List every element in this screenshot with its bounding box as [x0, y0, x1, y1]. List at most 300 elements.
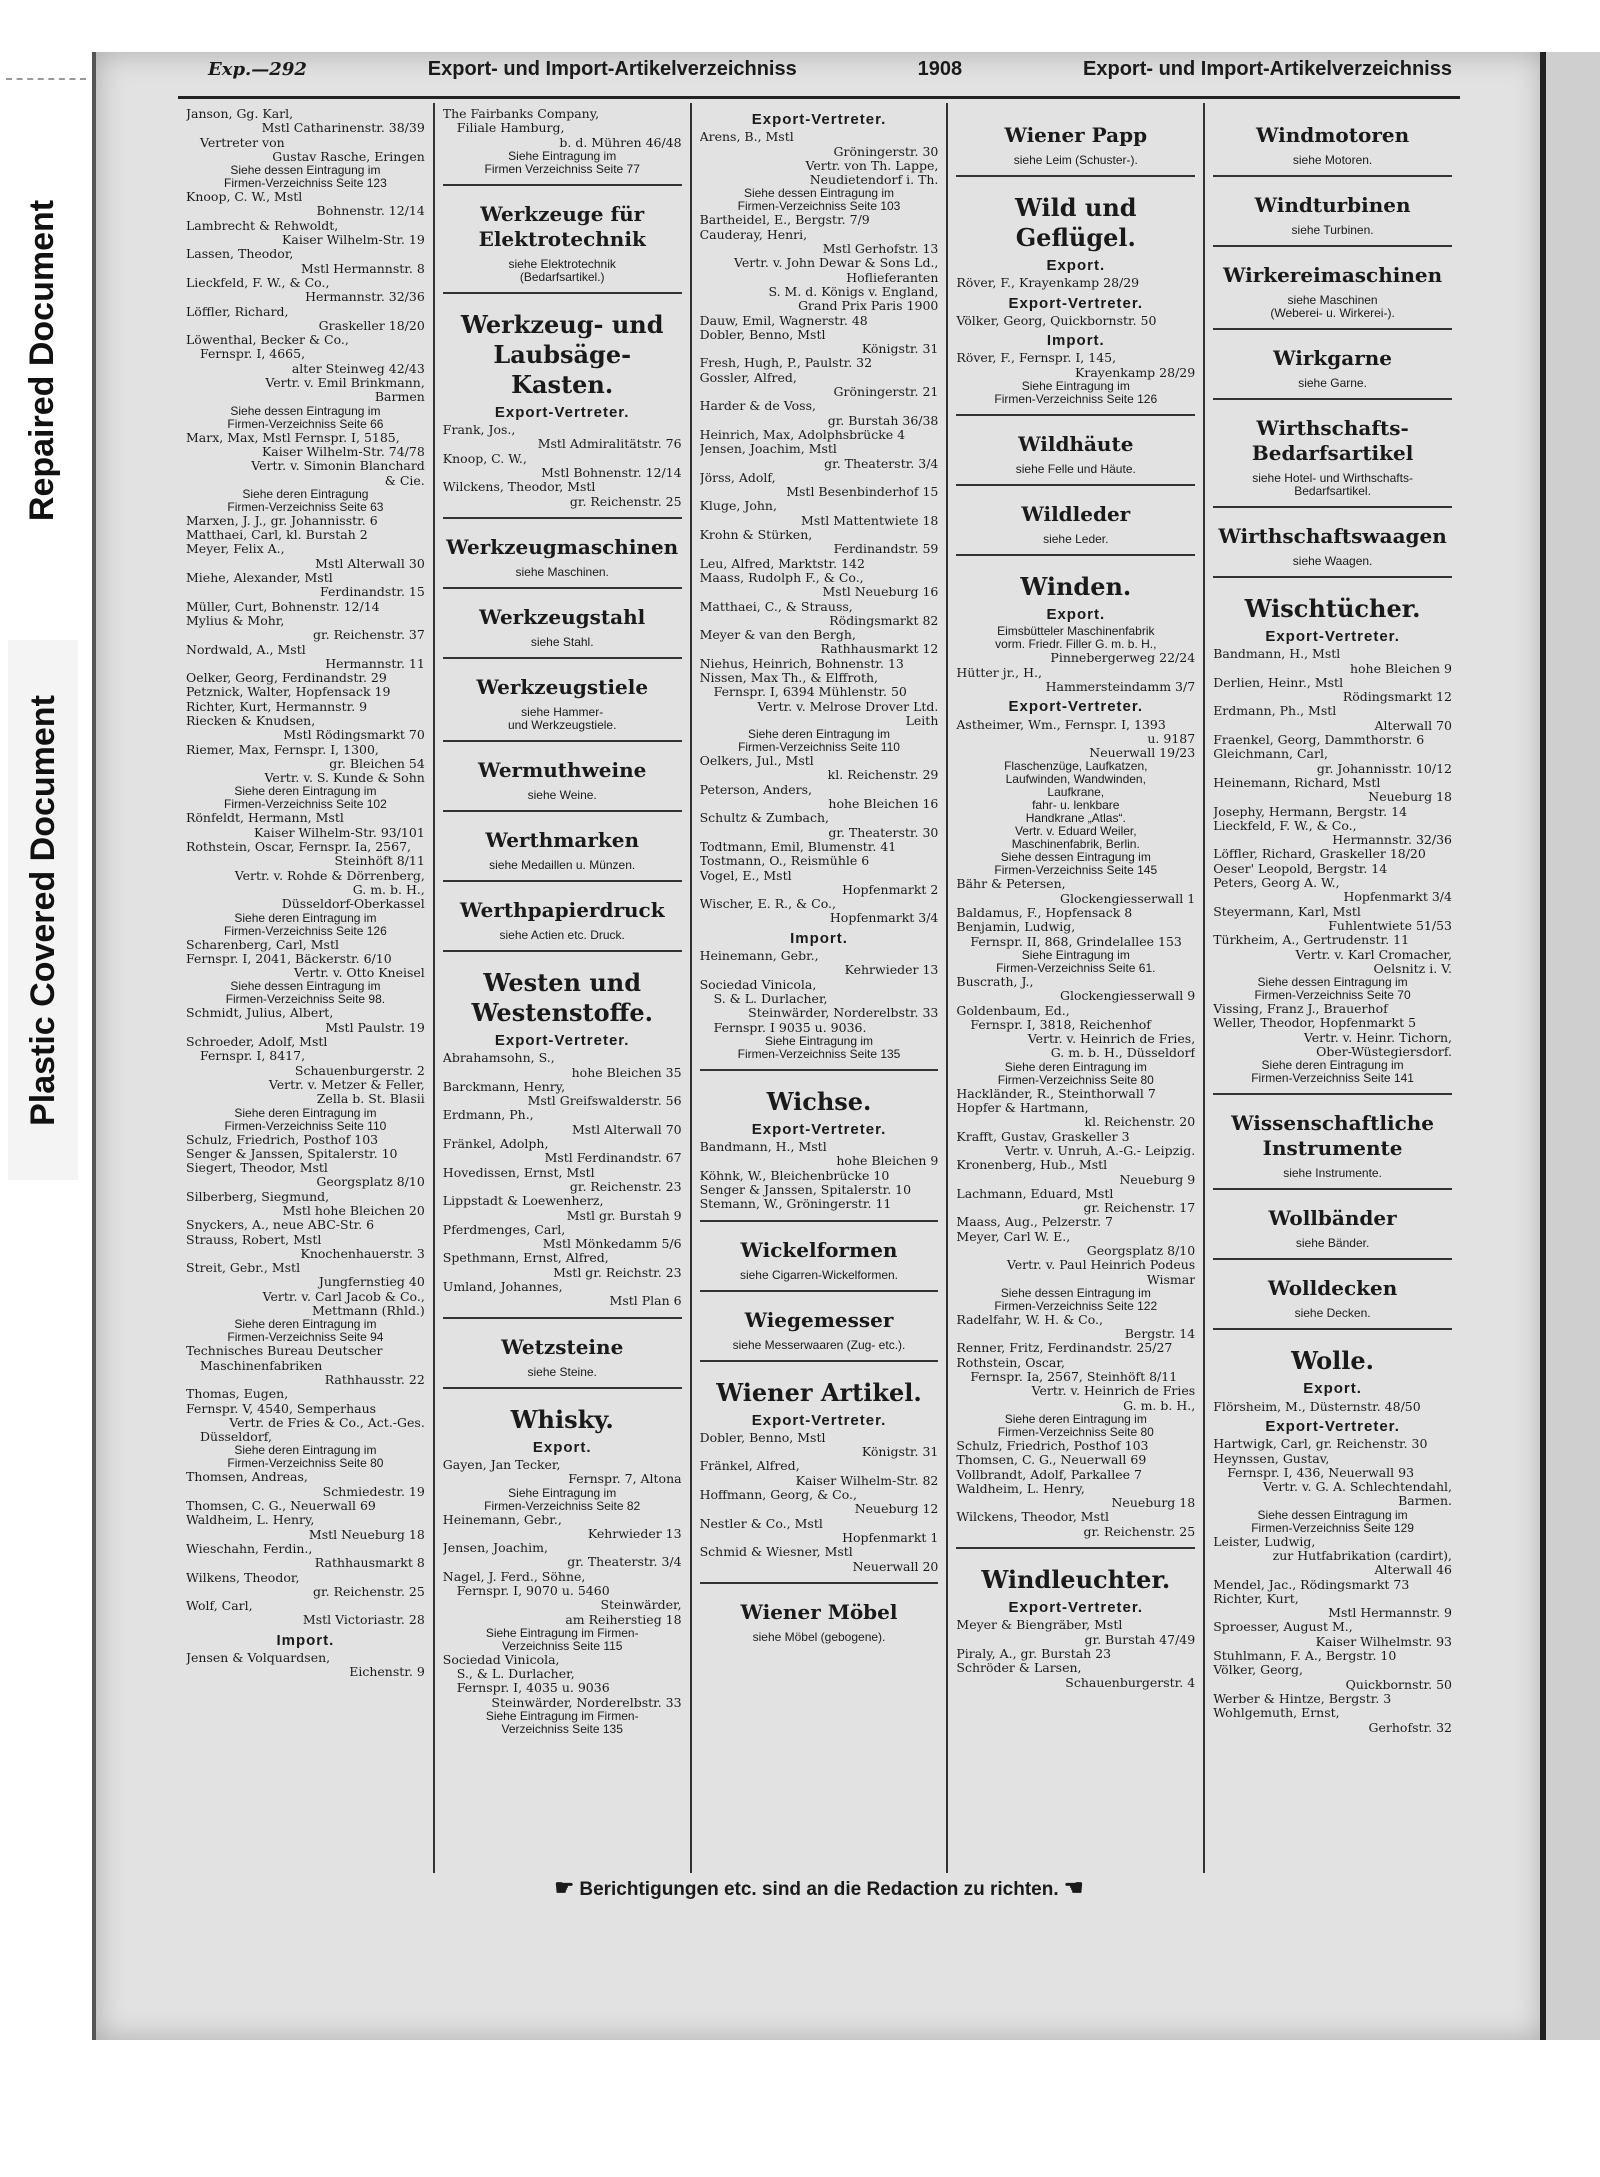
reference-note: siehe Messerwaaren (Zug- etc.). [732, 1337, 906, 1352]
section-divider [1213, 175, 1452, 177]
directory-entry: Mstl gr. Burstah 9 [566, 1208, 682, 1223]
directory-entry: Graskeller 18/20 [318, 318, 425, 333]
directory-entry: Mstl gr. Reichstr. 23 [553, 1265, 682, 1280]
section-divider [700, 1220, 939, 1222]
reference-note: siehe Motoren. [1292, 153, 1373, 167]
category-heading: Wirkgarne [1273, 346, 1393, 370]
directory-entry: u. 9187 [1147, 731, 1196, 746]
reference-note: Siehe Eintragung im [764, 1033, 874, 1048]
directory-entry: Knochenhauerstr. 3 [300, 1246, 425, 1261]
category-heading: Wolle. [1291, 1346, 1375, 1376]
subsection-heading: Import. [790, 929, 848, 947]
directory-entry: Thomas, Eugen, [186, 1387, 289, 1402]
section-divider [1213, 506, 1452, 508]
directory-entry: Bandmann, H., Mstl [1213, 647, 1341, 662]
directory-entry: Richter, Kurt, [1213, 1591, 1299, 1606]
directory-entry: Kronenberg, Hub., Mstl [956, 1158, 1108, 1173]
directory-entry: Heinemann, Gebr., [442, 1512, 562, 1527]
subsection-heading: Export-Vertreter. [1265, 1417, 1400, 1435]
directory-entry: Hartwigk, Carl, gr. Reichenstr. 30 [1213, 1437, 1428, 1452]
directory-entry: Mstl Besenbinderhof 15 [786, 485, 939, 500]
directory-entry: Krafft, Gustav, Graskeller 3 [956, 1129, 1130, 1144]
directory-entry: Fernspr. 7, Altona [568, 1472, 682, 1487]
reference-note: siehe Decken. [1294, 1306, 1371, 1321]
directory-entry: Schröder & Larsen, [956, 1661, 1082, 1676]
directory-entry: Fernspr. I, 6394 Mühlenstr. 50 [713, 685, 907, 700]
section-divider [1213, 1188, 1452, 1190]
subsection-heading: Import. [1046, 332, 1105, 350]
directory-entry: Radelfahr, W. H. & Co., [956, 1312, 1103, 1327]
reference-note: Firmen-Verzeichniss Seite 80 [997, 1424, 1154, 1439]
dashed-separator [6, 78, 86, 80]
reference-note: siehe Felle und Häute. [1015, 462, 1136, 477]
directory-entry: Grand Prix Paris 1900 [798, 299, 939, 314]
reference-note: Siehe deren Eintragung im [234, 1443, 377, 1458]
reference-note: Siehe Eintragung im [508, 1485, 617, 1500]
directory-entry: Gustav Rasche, Eringen [272, 149, 425, 164]
subsection-heading: Export-Vertreter. [1008, 698, 1144, 716]
reference-note: Firmen-Verzeichniss Seite 122 [994, 1298, 1158, 1313]
directory-entry: Heinemann, Gebr., [699, 949, 819, 964]
directory-entry: Maass, Rudolph F., & Co., [699, 570, 864, 585]
directory-entry: Vertr. v. John Dewar & Sons Ld., [734, 256, 939, 271]
directory-entry: Waldheim, L. Henry, [186, 1513, 315, 1528]
directory-entry: Mendel, Jac., Rödingsmarkt 73 [1213, 1577, 1410, 1592]
directory-entry: Mstl Gerhofstr. 13 [822, 242, 939, 257]
reference-note: siehe Turbinen. [1291, 223, 1374, 237]
directory-entry: Lassen, Theodor, [186, 247, 294, 262]
directory-entry: Josephy, Hermann, Bergstr. 14 [1213, 804, 1408, 819]
directory-entry: Schultz & Zumbach, [699, 811, 830, 826]
category-heading: Wickelformen [740, 1237, 898, 1262]
reference-note: Siehe deren Eintragung im [234, 1317, 377, 1332]
directory-entry: Oelsnitz i. V. [1373, 961, 1452, 976]
section-divider [443, 740, 682, 742]
directory-entry: Fernspr. I, 9070 u. 5460 [456, 1583, 610, 1598]
directory-entry: Krayenkamp 28/29 [1075, 365, 1196, 380]
directory-entry: Vogel, E., Mstl [699, 868, 792, 883]
directory-entry: Fernspr. I 9035 u. 9036. [713, 1020, 867, 1035]
directory-entry: G. m. b. H., [352, 882, 425, 897]
section-divider [443, 1317, 682, 1319]
directory-entry: Lambrecht & Rehwoldt, [186, 218, 339, 233]
directory-entry: Türkheim, A., Gertrudenstr. 11 [1213, 933, 1410, 948]
reference-note: siehe Cigarren-Wickelformen. [739, 1267, 899, 1282]
directory-entry: Rödingsmarkt 82 [829, 613, 939, 628]
directory-entry: Vertreter von [200, 135, 285, 150]
reference-note: siehe Leder. [1043, 532, 1109, 547]
section-divider [443, 1387, 682, 1389]
directory-entry: Kehrwieder 13 [587, 1526, 682, 1541]
directory-entry: Scharenberg, Carl, Mstl [186, 937, 339, 952]
directory-entry: Alterwall 70 [1374, 718, 1452, 733]
directory-entry: Mstl Paulstr. 19 [325, 1020, 425, 1035]
next-page-edge [1540, 52, 1600, 2040]
directory-entry: gr. Burstah 47/49 [1084, 1632, 1196, 1647]
directory-entry: Fernspr. Ia, 2567, Steinhöft 8/11 [970, 1370, 1178, 1385]
directory-entry: Steinwärder, Norderelbstr. 33 [748, 1006, 939, 1021]
reference-note: siehe Hotel- und Wirthschafts- [1252, 471, 1413, 485]
directory-entry: Königstr. 31 [861, 342, 939, 357]
header-year: 1908 [917, 58, 963, 80]
repaired-document-text: Repaired Document [23, 199, 62, 521]
directory-entry: Löwenthal, Becker & Co., [186, 333, 349, 348]
subsection-heading: Import. [276, 1631, 335, 1649]
directory-entry: Kaiser Wilhelm-Str. 19 [282, 233, 425, 248]
reference-note: siehe Hammer- [521, 704, 604, 719]
directory-entry: Miehe, Alexander, Mstl [186, 571, 333, 586]
subsection-heading: Export. [1046, 606, 1106, 624]
category-heading: Werkzeuge für Elektrotechnik [478, 201, 646, 251]
directory-entry: gr. Reichenstr. 17 [1083, 1201, 1196, 1216]
directory-entry: kl. Reichenstr. 29 [827, 768, 939, 783]
section-divider [1213, 1328, 1452, 1330]
directory-entry: Mstl Neueburg 18 [308, 1527, 425, 1542]
directory-entry: Heinrich, Max, Adolphsbrücke 4 [699, 427, 906, 442]
column-1 [178, 103, 435, 1873]
category-heading: Werkzeugstahl [479, 604, 646, 629]
directory-entry: gr. Reichenstr. 25 [313, 1584, 425, 1599]
directory-entry: Jungfernstieg 40 [318, 1275, 425, 1290]
category-heading: Wiener Papp [1004, 123, 1148, 147]
reference-note: Firmen-Verzeichniss Seite 129 [1251, 1520, 1414, 1535]
directory-entry: Gröningerstr. 21 [833, 385, 939, 400]
directory-entry: b. d. Mühren 46/48 [559, 135, 682, 150]
directory-entry: zur Hutfabrikation (cardirt), [1272, 1548, 1452, 1563]
reference-note: siehe Maschinen [1287, 293, 1378, 307]
reference-note: siehe Waagen. [1292, 554, 1373, 568]
directory-entry: Vertr. v. Simonin Blanchard [251, 459, 425, 474]
directory-entry: Georgsplatz 8/10 [1086, 1243, 1196, 1258]
directory-entry: Niehus, Heinrich, Bohnenstr. 13 [699, 656, 904, 671]
directory-entry: Rothstein, Oscar, Fernspr. Ia, 2567, [186, 840, 412, 855]
directory-entry: Barckmann, Henry, [442, 1079, 566, 1094]
directory-entry: Nissen, Max Th., & Elffroth, [699, 670, 878, 685]
directory-entry: Bandmann, H., Mstl [699, 1140, 827, 1155]
directory-entry: Spethmann, Ernst, Alfred, [442, 1251, 609, 1266]
directory-entry: Fernspr. I, 8417, [200, 1049, 306, 1064]
reference-note: Laufkrane, [1047, 785, 1105, 800]
category-heading: Wermuthweine [478, 757, 647, 782]
reference-note: siehe Weine. [527, 787, 597, 802]
directory-entry: Ferdinandstr. 15 [319, 585, 425, 600]
directory-entry: Hopfenmarkt 1 [842, 1530, 939, 1545]
reference-note: Siehe deren Eintragung im [234, 784, 377, 799]
directory-entry: Fuhlentwiete 51/53 [1328, 918, 1452, 933]
directory-entry: Leister, Ludwig, [1213, 1534, 1316, 1549]
directory-entry: Wohlgemuth, Ernst, [1213, 1706, 1340, 1721]
directory-entry: Kaiser Wilhelm-Str. 82 [795, 1473, 939, 1488]
reference-note: Firmen-Verzeichniss Seite 94 [227, 1330, 384, 1345]
directory-entry: kl. Reichenstr. 20 [1084, 1115, 1196, 1130]
directory-entry: Siegert, Theodor, Mstl [186, 1161, 328, 1176]
reference-note: Siehe deren Eintragung im [1004, 1059, 1147, 1074]
category-heading: Werkzeugmaschinen [446, 534, 679, 559]
column-3 [692, 103, 949, 1873]
category-heading: Wirkereimaschinen [1222, 263, 1443, 287]
subsection-heading: Export-Vertreter. [751, 111, 887, 128]
directory-entry: Hermannstr. 32/36 [305, 290, 425, 305]
directory-entry: Wismar [1146, 1272, 1196, 1287]
directory-entry: Barmen [374, 390, 425, 405]
reference-note: Siehe deren Eintragung im [234, 1105, 377, 1120]
reference-note: Siehe deren Eintragung im [234, 910, 377, 925]
directory-entry: Jensen, Joachim, [442, 1541, 548, 1556]
directory-entry: Rathhausmarkt 12 [820, 642, 939, 657]
directory-entry: Nagel, J. Ferd., Söhne, [442, 1569, 586, 1584]
directory-entry: Düsseldorf-Oberkassel [281, 897, 425, 912]
directory-entry: Wilckens, Theodor, Mstl [956, 1510, 1110, 1525]
section-divider [956, 484, 1195, 486]
reference-note: Siehe Eintragung im [508, 148, 617, 163]
category-heading: Windleuchter. [981, 1565, 1171, 1595]
directory-entry: Thomsen, C. G., Neuerwall 69 [186, 1499, 376, 1514]
category-heading: Wischtücher. [1244, 594, 1421, 623]
directory-entry: Buscrath, J., [956, 974, 1034, 989]
directory-columns [178, 103, 1460, 1873]
directory-entry: Oeser' Leopold, Bergstr. 14 [1213, 861, 1388, 876]
directory-entry: Vertr. v. Rohde & Dörrenberg, [234, 868, 425, 883]
directory-entry: gr. Bleichen 54 [329, 756, 425, 771]
directory-entry: Hopfenmarkt 3/4 [829, 911, 939, 926]
directory-entry: Todtmann, Emil, Blumenstr. 41 [699, 839, 897, 854]
reference-note: Laufwinden, Wandwinden, [1005, 772, 1146, 787]
reference-note: Firmen-Verzeichniss Seite 63 [227, 499, 384, 514]
directory-entry: Schauenburgerstr. 4 [1065, 1675, 1196, 1690]
category-heading: Wildleder [1021, 502, 1131, 527]
directory-entry: Riemer, Max, Fernspr. I, 1300, [186, 742, 379, 757]
directory-entry: Pinnebergerweg 22/24 [1050, 651, 1196, 666]
directory-entry: Kaiser Wilhelm-Str. 74/78 [261, 444, 425, 459]
directory-entry: Eichenstr. 9 [349, 1665, 425, 1680]
directory-entry: hohe Bleichen 9 [836, 1154, 939, 1169]
section-divider [443, 517, 682, 519]
directory-entry: Rödingsmarkt 12 [1342, 690, 1452, 705]
section-divider [443, 810, 682, 812]
directory-entry: Snyckers, A., neue ABC-Str. 6 [186, 1218, 375, 1233]
directory-entry: Vertr. v. G. A. Schlechtendahl, [1263, 1480, 1452, 1495]
section-divider [1213, 328, 1452, 330]
directory-entry: Kehrwieder 13 [844, 963, 939, 978]
section-divider [700, 1069, 939, 1071]
directory-entry: Mstl Hermannstr. 9 [1328, 1606, 1452, 1621]
subsection-heading: Export-Vertreter. [751, 1120, 887, 1138]
section-divider [1213, 245, 1452, 247]
reference-note: Siehe deren Eintragung im [747, 727, 891, 742]
section-divider [956, 414, 1195, 416]
directory-entry: Meyer, Felix A., [186, 542, 285, 557]
sidebar-labels [0, 0, 90, 1240]
subsection-heading: Export-Vertreter. [751, 1411, 887, 1429]
directory-entry: Leu, Alfred, Marktstr. 142 [699, 556, 865, 571]
directory-entry: Fernspr. I, 2041, Bäckerstr. 6/10 [186, 951, 392, 966]
directory-entry: Hopfer & Hartmann, [956, 1101, 1089, 1116]
reference-note: siehe Garne. [1298, 376, 1367, 390]
reference-note: Firmen-Verzeichniss Seite 103 [737, 199, 901, 214]
directory-entry: Fernspr. I, 3818, Reichenhof [970, 1017, 1151, 1032]
reference-note: vorm. Friedr. Filler G. m. b. H., [995, 637, 1157, 652]
reference-note: Firmen-Verzeichniss Seite 66 [227, 416, 384, 431]
directory-entry: Köhnk, W., Bleichenbrücke 10 [699, 1168, 890, 1183]
category-heading: Wollbänder [1268, 1206, 1397, 1231]
directory-entry: Bergstr. 14 [1124, 1327, 1196, 1342]
reference-note: Siehe dessen Eintragung im [1257, 975, 1408, 990]
repaired-document-label [8, 100, 78, 620]
directory-entry: Zella b. St. Blasii [316, 1092, 425, 1107]
directory-entry: Hermannstr. 32/36 [1332, 833, 1452, 848]
directory-entry: Röver, F., Krayenkamp 28/29 [956, 276, 1140, 291]
directory-entry: Fernspr. I, 4035 u. 9036 [456, 1681, 610, 1696]
directory-entry: Dauw, Emil, Wagnerstr. 48 [699, 313, 868, 328]
subsection-heading: Export. [1046, 257, 1106, 274]
directory-entry: Bohnenstr. 12/14 [316, 204, 425, 219]
directory-entry: Cauderay, Henri, [699, 227, 808, 242]
directory-entry: Löffler, Richard, Graskeller 18/20 [1213, 847, 1426, 862]
reference-note: fahr- u. lenkbare [1032, 798, 1120, 813]
directory-entry: gr. Theaterstr. 3/4 [567, 1555, 682, 1570]
directory-entry: Mstl Alterwall 70 [571, 1122, 682, 1137]
directory-entry: Vertr. v. Melrose Drover Ltd. [757, 699, 939, 714]
directory-entry: Maschinenfabriken [200, 1358, 323, 1373]
directory-entry: Sproesser, August M., [1213, 1620, 1353, 1635]
directory-entry: Gayen, Jan Tecker, [442, 1457, 561, 1472]
page-reference: Exp.—292 [208, 59, 307, 80]
directory-entry: Harder & de Voss, [699, 399, 816, 414]
category-heading: Westen und Westenstoffe. [471, 967, 653, 1027]
directory-entry: Gerhofstr. 32 [1368, 1720, 1452, 1735]
directory-entry: Derlien, Heinr., Mstl [1213, 675, 1344, 690]
reference-note: Flaschenzüge, Laufkatzen, [1004, 759, 1148, 774]
directory-entry: Piraly, A., gr. Burstah 23 [956, 1646, 1112, 1661]
directory-entry: S., & L. Durlacher, [456, 1667, 575, 1682]
directory-entry: am Reiherstieg 18 [565, 1612, 682, 1627]
reference-note: und Werkzeugstiele. [507, 717, 617, 732]
directory-entry: gr. Reichenstr. 23 [569, 1179, 682, 1194]
directory-entry: Mstl Greifswalderstr. 56 [527, 1094, 682, 1109]
directory-entry: Knoop, C. W., [442, 451, 527, 466]
subsection-heading: Export-Vertreter. [1008, 294, 1144, 312]
category-heading: Winden. [1020, 572, 1132, 602]
directory-entry: Rönfeldt, Hermann, Mstl [186, 811, 344, 826]
directory-entry: Vertr. von Th. Lappe, [805, 158, 939, 173]
category-heading: Wichse. [766, 1086, 872, 1116]
category-heading: Werthmarken [485, 827, 640, 852]
directory-entry: S. M. d. Königs v. England, [768, 284, 939, 299]
reference-note: Firmen-Verzeichniss Seite 102 [224, 797, 387, 812]
directory-entry: Dobler, Benno, Mstl [699, 1430, 826, 1445]
reference-note: Firmen-Verzeichniss Seite 126 [994, 392, 1158, 407]
column-4 [948, 103, 1205, 1873]
reference-note: Siehe dessen Eintragung im [1257, 1507, 1408, 1522]
reference-note: Handkrane „Atlas“. [1025, 811, 1126, 826]
section-divider [700, 1290, 939, 1292]
directory-entry: Gossler, Alfred, [699, 370, 797, 385]
directory-entry: alter Steinweg 42/43 [291, 361, 425, 376]
directory-entry: Nordwald, A., Mstl [186, 642, 306, 657]
directory-entry: Matthaei, C., & Strauss, [699, 599, 853, 614]
category-heading: Wirthschaftswaagen [1218, 524, 1447, 548]
directory-entry: hohe Bleichen 16 [828, 797, 939, 812]
directory-entry: Hoflieferanten [846, 270, 939, 285]
category-heading: Wiener Artikel. [716, 1377, 922, 1407]
directory-entry: Silberberg, Siegmund, [186, 1189, 330, 1204]
reference-note: Firmen-Verzeichniss Seite 70 [1254, 988, 1411, 1003]
directory-entry: Vertr. v. Heinrich de Fries, [1027, 1032, 1196, 1047]
reference-note: (Weberei- u. Wirkerei-). [1270, 306, 1395, 320]
directory-entry: Mstl Admiralitätstr. 76 [537, 437, 682, 452]
directory-entry: Mettmann (Rhld.) [311, 1304, 425, 1319]
directory-entry: Heinemann, Richard, Mstl [1213, 775, 1381, 790]
category-heading: Wiener Möbel [740, 1599, 898, 1624]
directory-entry: & Cie. [384, 473, 425, 488]
directory-entry: gr. Reichenstr. 25 [569, 494, 682, 509]
directory-entry: Kaiser Wilhelm-Str. 93/101 [253, 825, 425, 840]
reference-note: Firmen-Verzeichniss Seite 135 [737, 1046, 901, 1061]
reference-note: siehe Bänder. [1295, 1236, 1370, 1251]
reference-note: Siehe dessen Eintragung im [230, 163, 381, 178]
directory-entry: Pferdmenges, Carl, [442, 1222, 566, 1237]
pointing-hand-left-icon: ☛ [554, 1875, 575, 1900]
directory-entry: The Fairbanks Company, [442, 107, 600, 121]
header-title-right: Export- und Import-Artikelverzeichniss [1083, 58, 1452, 80]
directory-entry: Schmid & Wiesner, Mstl [699, 1545, 853, 1560]
directory-entry: Rathhausstr. 22 [324, 1372, 425, 1387]
reference-note: (Bedarfsartikel.) [519, 269, 605, 284]
section-divider [443, 880, 682, 882]
directory-entry: Nestler & Co., Mstl [699, 1516, 823, 1531]
section-divider [956, 1547, 1195, 1549]
category-heading: Wildhäute [1018, 432, 1134, 457]
reference-note: Firmen-Verzeichniss Seite 61. [996, 960, 1156, 975]
directory-entry: Filiale Hamburg, [456, 121, 565, 136]
directory-entry: Mstl Hermannstr. 8 [300, 261, 425, 276]
section-divider [700, 1360, 939, 1362]
directory-entry: Wolf, Carl, [186, 1599, 253, 1614]
directory-entry: Erdmann, Ph., Mstl [1213, 704, 1337, 719]
directory-entry: Georgsplatz 8/10 [316, 1175, 425, 1190]
directory-entry: G. m. b. H., [1123, 1398, 1196, 1413]
directory-entry: gr. Johannisstr. 10/12 [1316, 761, 1452, 776]
directory-entry: Thomsen, C. G., Neuerwall 69 [956, 1453, 1147, 1468]
directory-entry: Vertr. v. Unruh, A.-G.- Leipzig. [1005, 1143, 1196, 1158]
reference-note: siehe Möbel (gebogene). [752, 1629, 886, 1644]
directory-entry: Schulz, Friedrich, Posthof 103 [186, 1132, 379, 1147]
directory-entry: Ober-Wüstegiersdorf. [1316, 1045, 1452, 1060]
directory-entry: Weller, Theodor, Hopfenmarkt 5 [1213, 1016, 1417, 1031]
directory-entry: Oelkers, Jul., Mstl [699, 754, 814, 769]
category-heading: Wiegemesser [744, 1307, 894, 1332]
directory-entry: Vertr. v. Karl Cromacher, [1295, 947, 1452, 962]
directory-entry: Wilckens, Theodor, Mstl [442, 480, 596, 495]
directory-entry: Strauss, Robert, Mstl [186, 1232, 322, 1247]
directory-entry: Gleichmann, Carl, [1213, 747, 1328, 762]
directory-entry: Schmidt, Julius, Albert, [186, 1006, 334, 1021]
directory-entry: Streit, Gebr., Mstl [186, 1261, 301, 1276]
directory-entry: Krohn & Stürken, [699, 528, 813, 543]
directory-entry: Fernspr. V, 4540, Semperhaus [186, 1401, 377, 1416]
directory-entry: Technisches Bureau Deutscher [186, 1344, 383, 1359]
reference-note: Siehe dessen Eintragung im [1000, 850, 1151, 865]
reference-note: Firmen-Verzeichniss Seite 80 [227, 1456, 384, 1471]
reference-note: Siehe Eintragung im [1021, 379, 1130, 394]
subsection-heading: Export. [1303, 1380, 1362, 1398]
reference-note: Verzeichniss Seite 115 [501, 1638, 623, 1653]
directory-entry: Riecken & Knudsen, [186, 713, 316, 728]
directory-entry: Petznick, Walter, Hopfensack 19 [186, 685, 391, 700]
section-divider [1213, 1258, 1452, 1260]
directory-entry: Vertr. v. Heinrich de Fries [1031, 1384, 1196, 1399]
directory-entry: Mstl Bohnenstr. 12/14 [541, 466, 682, 481]
